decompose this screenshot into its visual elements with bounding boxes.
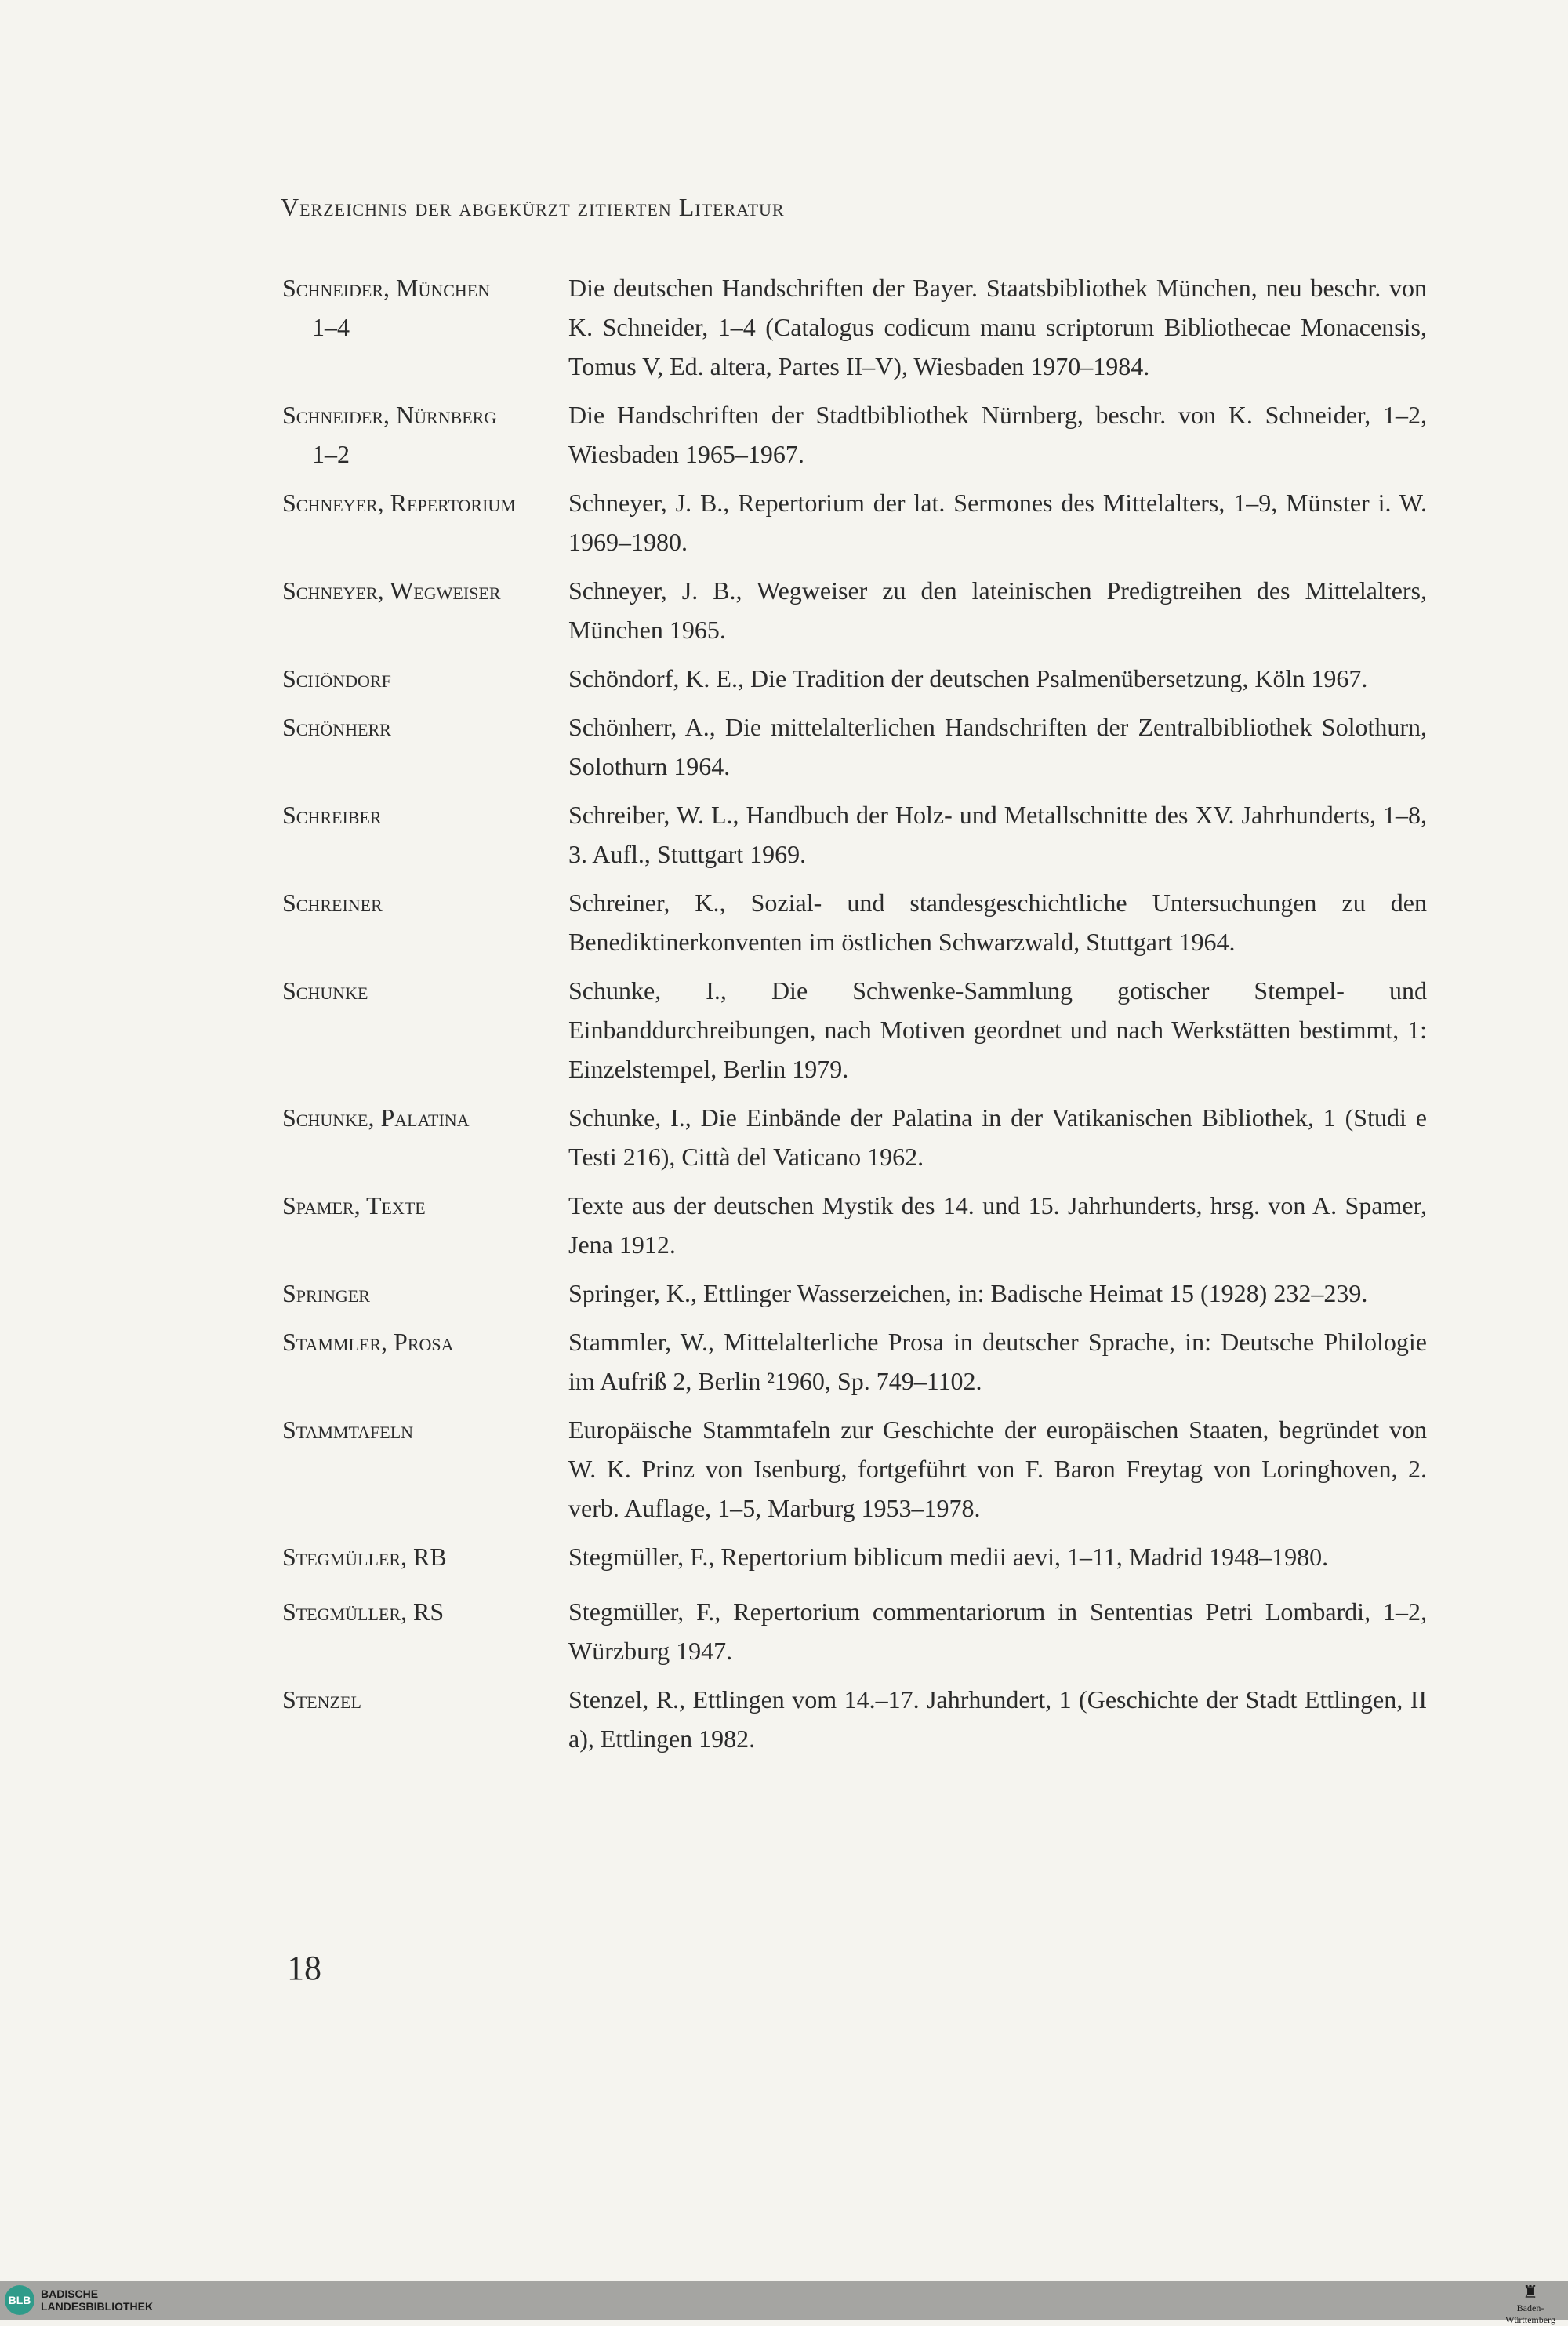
entry-abbreviation: Springer bbox=[282, 1279, 370, 1307]
entry-description: Stegmüller, F., Repertorium commentariorum in Sententias Petri Lombardi, 1–2, Würzburg 1947. bbox=[568, 1597, 1427, 1665]
entry-abbreviation-volumes: 1–2 bbox=[312, 440, 350, 468]
bibliography-entry bbox=[282, 395, 1427, 474]
entry-description: Schreiner, K., Sozial- und standesgeschichtliche Untersuchungen zu den Benediktinerkonventen im östlichen Schwarzwald, Stuttgart 1964. bbox=[568, 889, 1427, 956]
entry-description: Schneyer, J. B., Wegweiser zu den lateinischen Predigtreihen des Mittelalters, München 1965. bbox=[568, 576, 1427, 644]
bibliography-entry bbox=[282, 1098, 1427, 1176]
entry-description: Schöndorf, K. E., Die Tradition der deutschen Psalmenübersetzung, Köln 1967. bbox=[568, 664, 1368, 692]
library-name-line1: BADISCHE bbox=[41, 2288, 99, 2300]
bibliography-entry bbox=[282, 1592, 1427, 1670]
bibliography-entry bbox=[282, 971, 1427, 1088]
bibliography-entry bbox=[282, 707, 1427, 786]
library-name[interactable] bbox=[41, 2288, 153, 2313]
entry-abbreviation: Stegmüller, RS bbox=[282, 1597, 445, 1626]
entry-abbreviation: Schreiber bbox=[282, 801, 382, 829]
bibliography-entry bbox=[282, 883, 1427, 961]
entry-abbreviation: Stammler, Prosa bbox=[282, 1328, 454, 1356]
page-heading: Verzeichnis der abgekürzt zitierten Literatur bbox=[281, 193, 785, 221]
entry-abbreviation: Stenzel bbox=[282, 1685, 361, 1714]
bibliography-list bbox=[282, 268, 1427, 1758]
entry-description: Schönherr, A., Die mittelalterlichen Handschriften der Zentralbibliothek Solothurn, Solothurn 1964. bbox=[568, 713, 1427, 780]
entry-description: Schneyer, J. B., Repertorium der lat. Sermones des Mittelalters, 1–9, Münster i. W. 1969–1980. bbox=[568, 489, 1427, 556]
entry-abbreviation: Schreiner bbox=[282, 889, 383, 917]
bibliography-entry bbox=[282, 1537, 1427, 1576]
bibliography-entry bbox=[282, 1186, 1427, 1264]
bibliography-entry bbox=[282, 1274, 1427, 1313]
entry-abbreviation: Schöndorf bbox=[282, 664, 391, 692]
entry-description: Europäische Stammtafeln zur Geschichte der europäischen Staaten, begründet von W. K. Prinz von Isenburg, fortgeführt von F. Baron Freytag von Loringhoven, 2. verb. Auflage, 1–5, Marburg 1953–1978. bbox=[568, 1416, 1427, 1522]
entry-abbreviation: Spamer, Texte bbox=[282, 1191, 426, 1219]
entry-abbreviation: Stegmüller, RB bbox=[282, 1543, 447, 1571]
entry-description: Stenzel, R., Ettlingen vom 14.–17. Jahrhundert, 1 (Geschichte der Stadt Ettlingen, II a), Ettlingen 1982. bbox=[568, 1685, 1427, 1753]
entry-description: Die deutschen Handschriften der Bayer. Staatsbibliothek München, neu beschr. von K. Schneider, 1–4 (Catalogus codicum manu scriptorum Bibliothecae Monacensis, Tomus V, Ed. altera, Partes II–V), Wiesbaden 1970–1984. bbox=[568, 274, 1427, 380]
library-name-line2: LANDESBIBLIOTHEK bbox=[41, 2300, 154, 2313]
entry-description: Schunke, I., Die Schwenke-Sammlung gotischer Stempel- und Einbanddurchreibungen, nach Motiven geordnet und nach Werkstätten bestimmt, 1: Einzelstempel, Berlin 1979. bbox=[568, 976, 1427, 1083]
bibliography-entry bbox=[282, 268, 1427, 386]
entry-abbreviation: Schönherr bbox=[282, 713, 391, 741]
entry-description: Die Handschriften der Stadtbibliothek Nürnberg, beschr. von K. Schneider, 1–2, Wiesbaden 1965–1967. bbox=[568, 401, 1427, 468]
bibliography-entry bbox=[282, 659, 1427, 698]
entry-abbreviation: Stammtafeln bbox=[282, 1416, 414, 1444]
entry-abbreviation-volumes: 1–4 bbox=[312, 313, 350, 341]
entry-description: Texte aus der deutschen Mystik des 14. und 15. Jahrhunderts, hrsg. von A. Spamer, Jena 1912. bbox=[568, 1191, 1427, 1259]
state-name: Baden-Württemberg bbox=[1505, 2302, 1555, 2325]
bibliography-entry bbox=[282, 571, 1427, 649]
entry-abbreviation: Schneider, Nürnberg 1–2 bbox=[282, 395, 568, 474]
entry-description: Stegmüller, F., Repertorium biblicum medii aevi, 1–11, Madrid 1948–1980. bbox=[568, 1543, 1329, 1571]
entry-abbreviation: Schunke bbox=[282, 976, 368, 1005]
entry-abbreviation: Schneider, München 1–4 bbox=[282, 268, 568, 347]
page-number: 18 bbox=[287, 1949, 321, 1987]
blb-logo-icon[interactable]: BLB bbox=[5, 2285, 34, 2315]
bibliography-entry bbox=[282, 1680, 1427, 1758]
entry-description: Schunke, I., Die Einbände der Palatina in der Vatikanischen Bibliothek, 1 (Studi e Testi 216), Città del Vaticano 1962. bbox=[568, 1103, 1427, 1171]
entry-abbreviation: Schneyer, Wegweiser bbox=[282, 576, 501, 605]
bibliography-entry bbox=[282, 483, 1427, 562]
entry-description: Springer, K., Ettlinger Wasserzeichen, in: Badische Heimat 15 (1928) 232–239. bbox=[568, 1279, 1368, 1307]
entry-abbreviation: Schneyer, Repertorium bbox=[282, 489, 516, 517]
entry-description: Schreiber, W. L., Handbuch der Holz- und Metallschnitte des XV. Jahrhunderts, 1–8, 3. Aufl., Stuttgart 1969. bbox=[568, 801, 1427, 868]
bibliography-entry bbox=[282, 1322, 1427, 1401]
state-crest-icon: ♜ bbox=[1523, 2282, 1538, 2302]
viewer-footer-bar bbox=[0, 2281, 1568, 2325]
bibliography-entry bbox=[282, 1410, 1427, 1528]
bibliography-entry bbox=[282, 795, 1427, 874]
entry-description: Stammler, W., Mittelalterliche Prosa in deutscher Sprache, in: Deutsche Philologie im Aufriß 2, Berlin ²1960, Sp. 749–1102. bbox=[568, 1328, 1427, 1395]
entry-abbreviation: Schunke, Palatina bbox=[282, 1103, 470, 1132]
